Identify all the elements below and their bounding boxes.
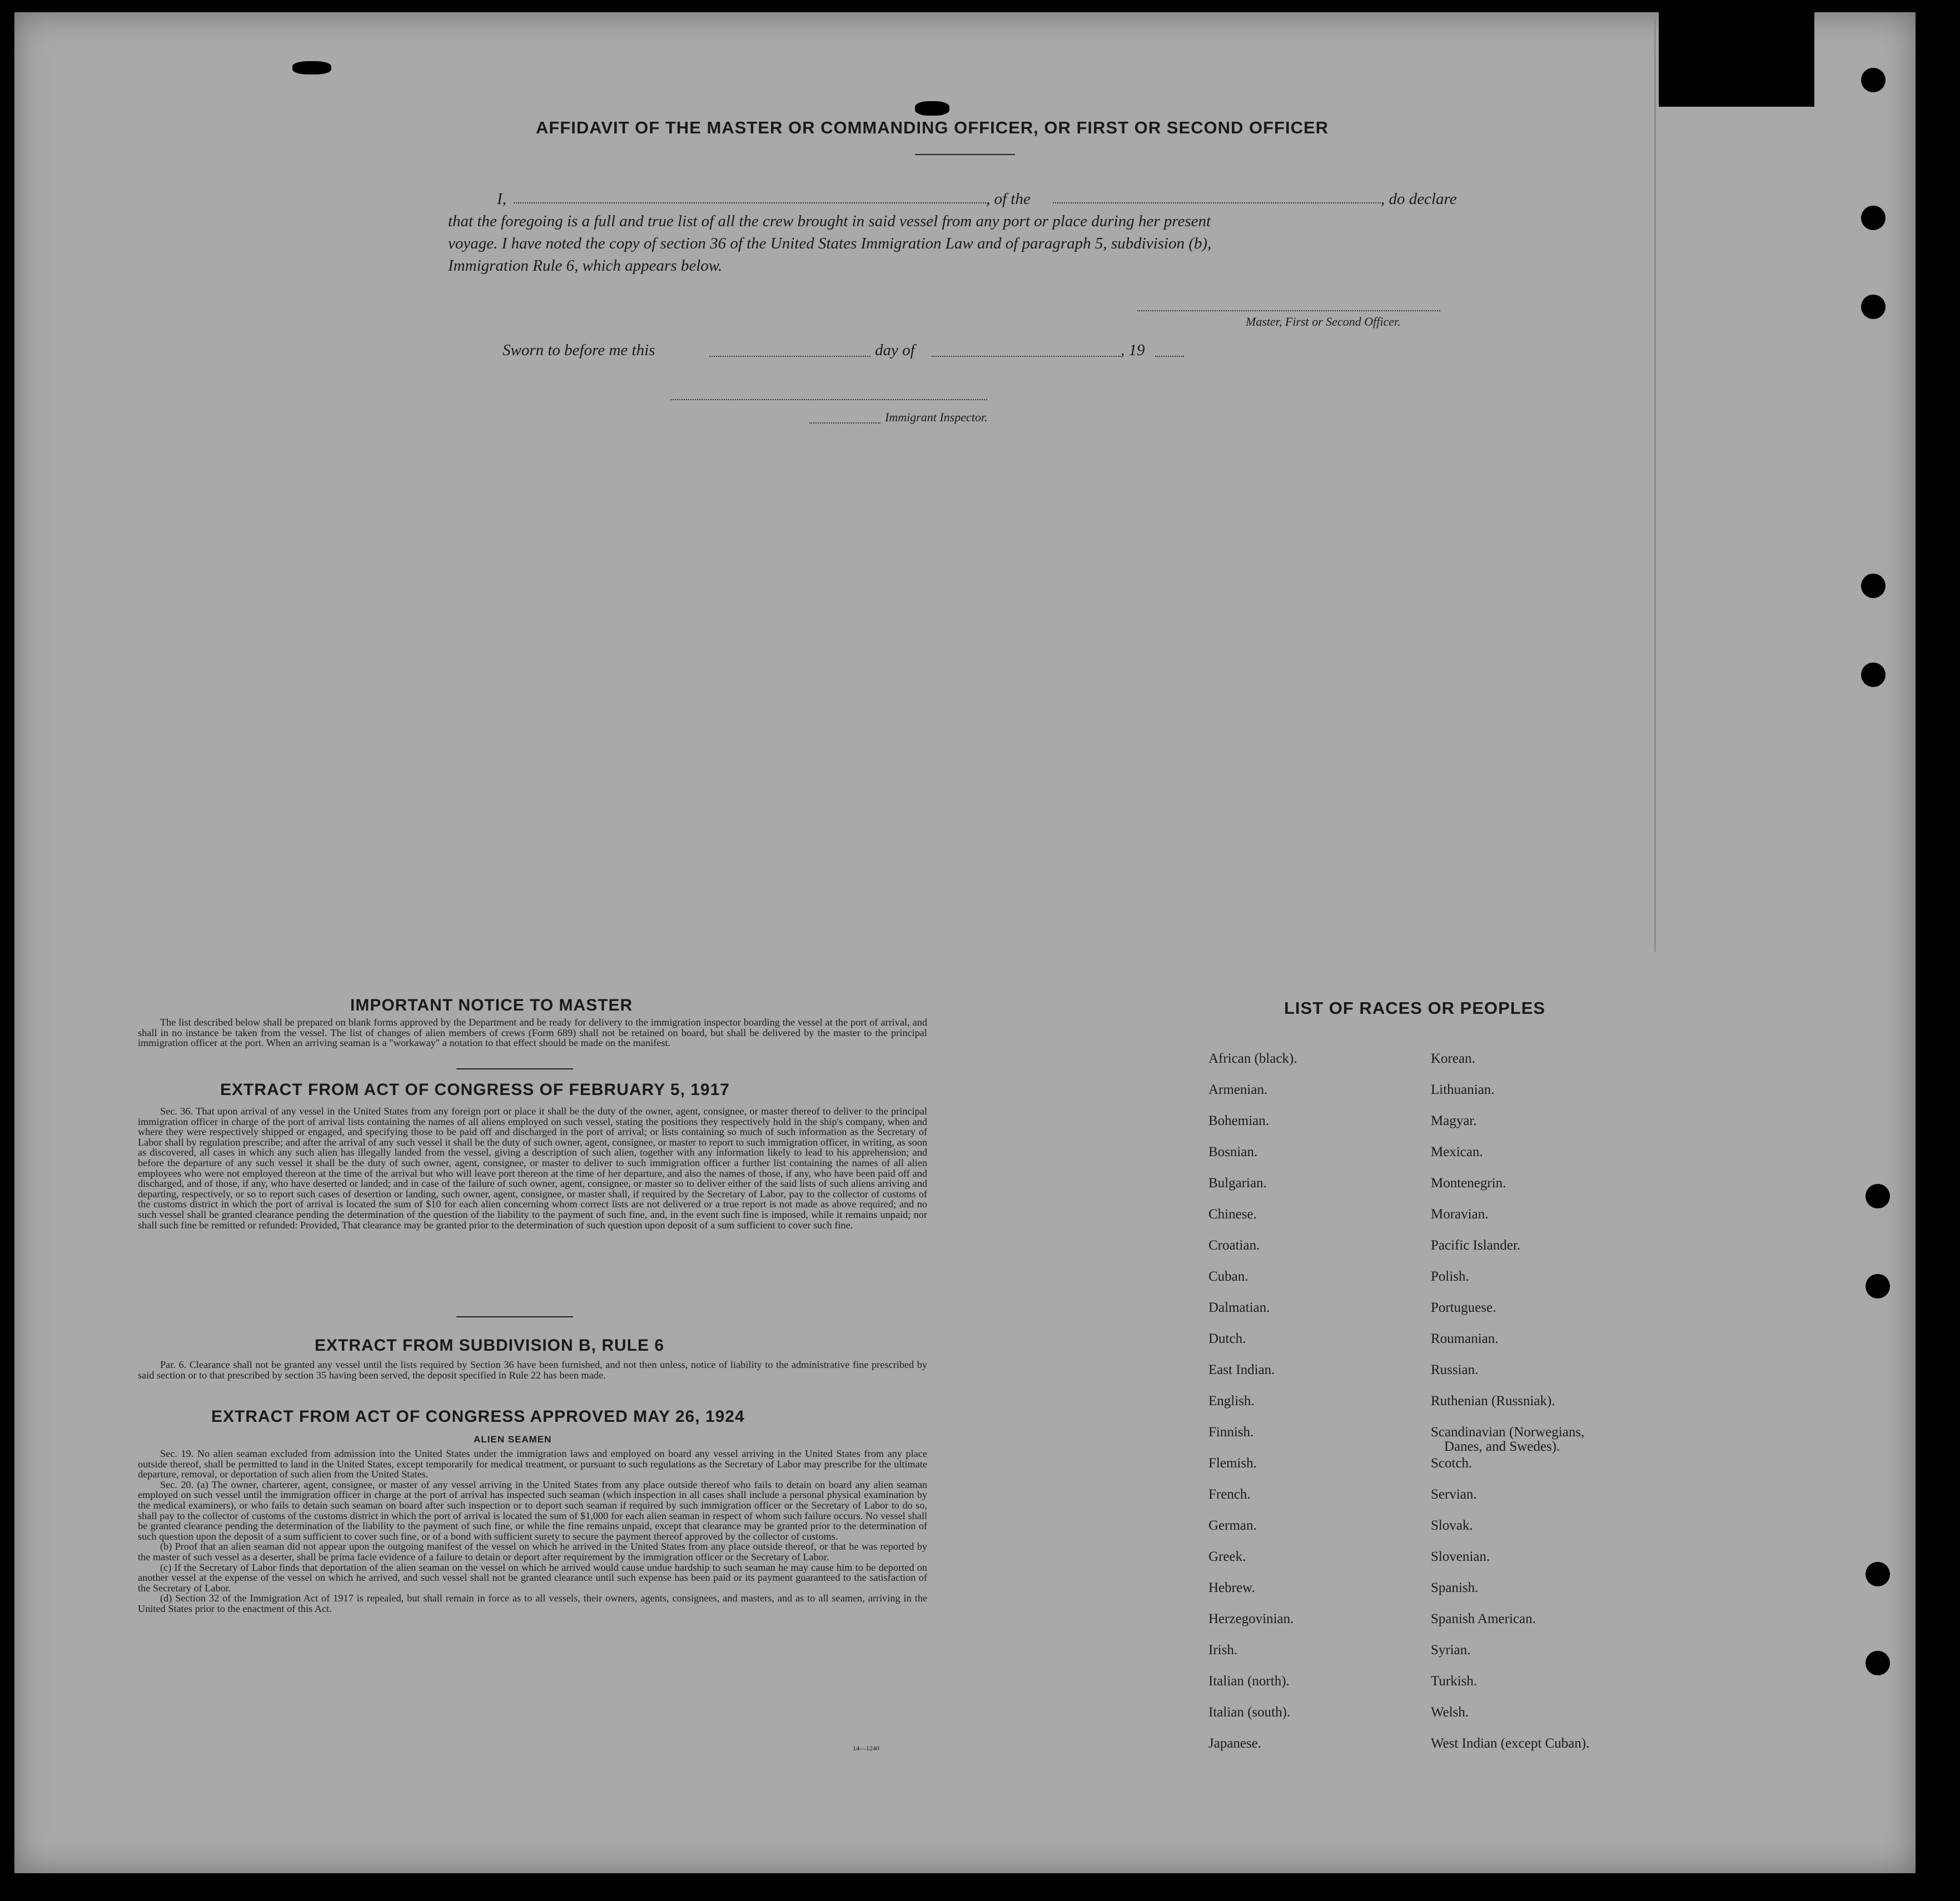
notice-paragraph: The list described below shall be prepared on blank forms approved by the Department and be ready for delivery to the immigration inspector boarding the vessel at the port of arrival, and shall in no instance be taken from the vessel. The list of changes of alien members of crews (Form 689) shall not be retained on board, but shall be delivered by the master to the principal immigration officer at the port. When an arriving seaman is a "workaway" a notation to that effect should be made on the manifest. xyxy=(138,1017,927,1049)
race-item: Polish. xyxy=(1431,1269,1469,1284)
race-item: Roumanian. xyxy=(1431,1331,1499,1346)
extract-rule6-title: EXTRACT FROM SUBDIVISION B, RULE 6 xyxy=(315,1336,665,1355)
title-divider xyxy=(915,154,1015,155)
sec-20c-paragraph: (c) If the Secretary of Labor finds that deportation of the alien seaman on the vessel on which he arrived would cause undue hardship to such seaman he may cause him to be deported on another vessel at the expense of the vessel on which he arrived, and such vessel shall not be granted clearance until such expense has been paid or its payment guaranteed to the satisfaction of the Secretary of Labor. xyxy=(138,1561,927,1594)
year-prefix: , 19 xyxy=(1121,341,1145,359)
race-item: Flemish. xyxy=(1208,1456,1257,1471)
race-item: Italian (north). xyxy=(1208,1674,1290,1689)
signature-blank-line xyxy=(1137,310,1440,311)
punch-hole xyxy=(1866,1184,1890,1208)
punch-hole xyxy=(1861,295,1886,319)
punch-hole xyxy=(1861,574,1886,598)
sworn-text: Sworn to before me this xyxy=(503,341,655,359)
race-item: Pacific Islander. xyxy=(1431,1238,1521,1253)
race-item: East Indian. xyxy=(1208,1362,1275,1377)
name-blank-line xyxy=(514,202,986,203)
section-divider xyxy=(456,1316,573,1317)
race-item: Scandinavian (Norwegians, xyxy=(1431,1425,1585,1440)
race-item: Syrian. xyxy=(1431,1643,1471,1658)
race-item: English. xyxy=(1208,1394,1255,1409)
affidavit-line-2: that the foregoing is a full and true list of all the crew brought in said vessel from any port or place during her present xyxy=(448,212,1211,230)
inspector-blank-line xyxy=(670,399,987,400)
race-item: Croatian. xyxy=(1208,1238,1260,1253)
form-number: 14—1240 xyxy=(853,1744,879,1752)
punch-hole xyxy=(1866,1651,1890,1675)
race-item: Hebrew. xyxy=(1208,1580,1255,1595)
race-item: Japanese. xyxy=(1208,1736,1262,1751)
race-item: Armenian. xyxy=(1208,1082,1268,1097)
race-item: Ruthenian (Russniak). xyxy=(1431,1394,1555,1409)
race-item: Servian. xyxy=(1431,1487,1477,1502)
sec-19-paragraph: Sec. 19. No alien seaman excluded from admission into the United States under the immigration laws and employed on board any vessel arriving in the United States from any place outside thereof, shall be permitted to land in the United States, except temporarily for medical treatment, or pursuant to such regulations as the Secretary of Labor may prescribe for the ultimate departure, removal, or deportation of such alien from the United States. xyxy=(138,1448,927,1480)
punch-hole xyxy=(1866,1562,1890,1586)
notice-title: IMPORTANT NOTICE TO MASTER xyxy=(350,996,633,1014)
sec-20a-paragraph: Sec. 20. (a) The owner, charterer, agent, consignee, or master of any vessel arriving in the United States from any place outside thereof who fails to detain on board any alien seaman employed on such vessel until the immigration officer in charge at the port of arrival has inspected such seaman (which inspection in all cases shall include a personal physical examination by the medical examiners), or who fails to detain such seaman on board after such inspection or to deport such seaman if required by such immigration officer or the Secretary of Labor to do so, shall pay to the collector of customs of the customs district in which the port of arrival is located the sum of $1,000 for each alien seaman in respect of whom such failure occurs. No vessel shall be granted clearance pending the determination of the liability to the payment of such fine, or while the fine remains unpaid, except that clearance may be granted prior to the determination of such question upon the deposit of a sum sufficient to cover such fine, or of a bond with sufficient surety to secure the payment thereof approved by the collector of customs. xyxy=(138,1479,927,1542)
race-item: Portuguese. xyxy=(1431,1300,1496,1315)
punch-hole xyxy=(1861,68,1886,92)
race-item: Spanish American. xyxy=(1431,1611,1536,1626)
race-item: West Indian (except Cuban). xyxy=(1431,1736,1590,1751)
affidavit-title: AFFIDAVIT OF THE MASTER OR COMMANDING OFFICER, OR FIRST OR SECOND OFFICER xyxy=(536,118,1329,137)
section-36-paragraph: Sec. 36. That upon arrival of any vessel in the United States from any foreign port or place it shall be the duty of the owner, agent, consignee, or master thereof to deliver to the principal immigration officer in charge of the port of arrival lists containing the names of all aliens employed on such vessel, stating the positions they respectively hold in the ship's company, when and where they were respectively shipped or engaged, and specifying those to be paid off and discharged in the port of arrival; or lists containing so much of such information as the Secretary of Labor shall by regulation prescribe; and after the arrival of any such vessel it shall be the duty of such owner, agent, consignee, or master to report to such immigration officer, in writing, as soon as discovered, all cases in which any such alien has illegally landed from the vessel, giving a description of such alien, together with any information likely to lead to his apprehension; and before the departure of any such vessel it shall be the duty of such owner, agent, consignee, or master to deliver to such immigration officer a further list containing the names of all alien employees who were not employed thereon at the time of the arrival but who will leave port thereon at the time of her departure, and also the names of those, if any, who have been paid off and discharged, and of those, if any, who have deserted or landed; and in case of the failure of such owner, agent, consignee, or master so to deliver either of the said lists of such aliens arriving and departing, respectively, or so to report such cases of desertion or landing, such owner, agent, consignee, or master shall, if required by the Secretary of Labor, pay to the collector of customs of the customs district in which the port of arrival is located the sum of $10 for each alien concerning whom correct lists are not delivered or a true report is not made as above required; and no such vessel shall be granted clearance pending the determination of the question of the liability to the payment of such fine, and, in the event such fine is imposed, while it remains unpaid; nor shall such fine be remitted or refunded: Provided, That clearance may be granted prior to the determination of such question upon deposit of a sum sufficient to cover such fine. xyxy=(138,1106,927,1231)
race-item: African (black). xyxy=(1208,1051,1297,1066)
inspector-caption: Immigrant Inspector. xyxy=(885,410,988,424)
sec-20b-paragraph: (b) Proof that an alien seaman did not appear upon the outgoing manifest of the vessel on which he arrived in the United States from any place outside thereof, or that he was reported by the master of such vessel as a deserter, shall be prima facie evidence of a failure to detain or deport after requirement by the immigration officer or the Secretary of Labor. xyxy=(138,1541,927,1562)
par-6-paragraph: Par. 6. Clearance shall not be granted any vessel until the lists required by Section 36 have been furnished, and not then unless, notice of liability to the administrative fine prescribed by said section or to that prescribed by section 35 having been served, the deposit specified in Rule 22 has been made. xyxy=(138,1359,927,1381)
extract-1924-title: EXTRACT FROM ACT OF CONGRESS APPROVED MAY 26, 1924 xyxy=(211,1407,745,1426)
torn-corner xyxy=(1659,12,1814,107)
race-item: Bulgarian. xyxy=(1208,1176,1267,1191)
race-item: Korean. xyxy=(1431,1051,1475,1066)
race-item: Finnish. xyxy=(1208,1425,1254,1440)
document-page xyxy=(14,12,1916,1873)
ink-blot xyxy=(915,101,949,116)
race-item: Italian (south). xyxy=(1208,1705,1291,1720)
section-divider xyxy=(456,1068,573,1069)
race-item: French. xyxy=(1208,1487,1251,1502)
race-item: Dalmatian. xyxy=(1208,1300,1270,1315)
race-item: Dutch. xyxy=(1208,1331,1246,1346)
affidavit-declare-label: , do declare xyxy=(1381,190,1457,208)
affidavit-of-label: , of the xyxy=(986,190,1031,208)
races-title: LIST OF RACES OR PEOPLES xyxy=(1284,998,1546,1018)
affidavit-line-4: Immigration Rule 6, which appears below. xyxy=(448,257,723,275)
extract-rule6-text xyxy=(138,1360,927,1380)
day-blank-line xyxy=(709,356,870,357)
race-item: Montenegrin. xyxy=(1431,1176,1506,1191)
extract-1917-title: EXTRACT FROM ACT OF CONGRESS OF FEBRUARY 5, 1917 xyxy=(220,1081,730,1099)
punch-hole xyxy=(1866,1274,1890,1298)
race-item: Slovak. xyxy=(1431,1518,1473,1533)
race-item: Scotch. xyxy=(1431,1456,1473,1471)
vessel-blank-line xyxy=(1053,202,1381,203)
race-item: Greek. xyxy=(1208,1549,1246,1564)
extract-1924-text xyxy=(138,1449,927,1614)
punch-hole xyxy=(1861,663,1886,687)
ink-blot xyxy=(292,61,331,74)
sec-20d-paragraph: (d) Section 32 of the Immigration Act of 1917 is repealed, but shall remain in force as to all vessels, their owners, agents, consignees, and masters, and as to all seamen, arriving in the United States prior to the enactment of this Act. xyxy=(138,1593,927,1614)
signature-caption: Master, First or Second Officer. xyxy=(1246,315,1401,329)
race-item: Bohemian. xyxy=(1208,1113,1270,1128)
alien-seamen-subtitle: ALIEN SEAMEN xyxy=(474,1434,552,1445)
race-item: Chinese. xyxy=(1208,1207,1257,1222)
notice-text xyxy=(138,1017,927,1048)
race-item: Welsh. xyxy=(1431,1705,1469,1720)
page-fold-line xyxy=(1654,12,1656,952)
race-item: Moravian. xyxy=(1431,1207,1489,1222)
affidavit-line-3: voyage. I have noted the copy of section 36 of the United States Immigration Law and of paragraph 5, subdivision (b), xyxy=(448,235,1212,252)
race-item: Herzegovinian. xyxy=(1208,1611,1294,1626)
race-item: Cuban. xyxy=(1208,1269,1248,1284)
race-item: Slovenian. xyxy=(1431,1549,1490,1564)
race-item: Irish. xyxy=(1208,1643,1238,1658)
extract-1917-text xyxy=(138,1106,927,1230)
affidavit-i-label: I, xyxy=(497,190,506,208)
race-item-continuation: Danes, and Swedes). xyxy=(1444,1439,1560,1454)
race-item: Spanish. xyxy=(1431,1580,1479,1595)
day-of-label: day of xyxy=(875,341,915,359)
punch-hole xyxy=(1861,206,1886,230)
inspector-short-line xyxy=(809,422,880,424)
month-blank-line xyxy=(932,356,1121,357)
race-item: Lithuanian. xyxy=(1431,1082,1495,1097)
race-item: Turkish. xyxy=(1431,1674,1478,1689)
race-item: Mexican. xyxy=(1431,1144,1483,1159)
year-blank-line xyxy=(1155,356,1184,357)
race-item: Russian. xyxy=(1431,1362,1479,1377)
race-item: Bosnian. xyxy=(1208,1144,1258,1159)
race-item: German. xyxy=(1208,1518,1257,1533)
race-item: Magyar. xyxy=(1431,1113,1477,1128)
